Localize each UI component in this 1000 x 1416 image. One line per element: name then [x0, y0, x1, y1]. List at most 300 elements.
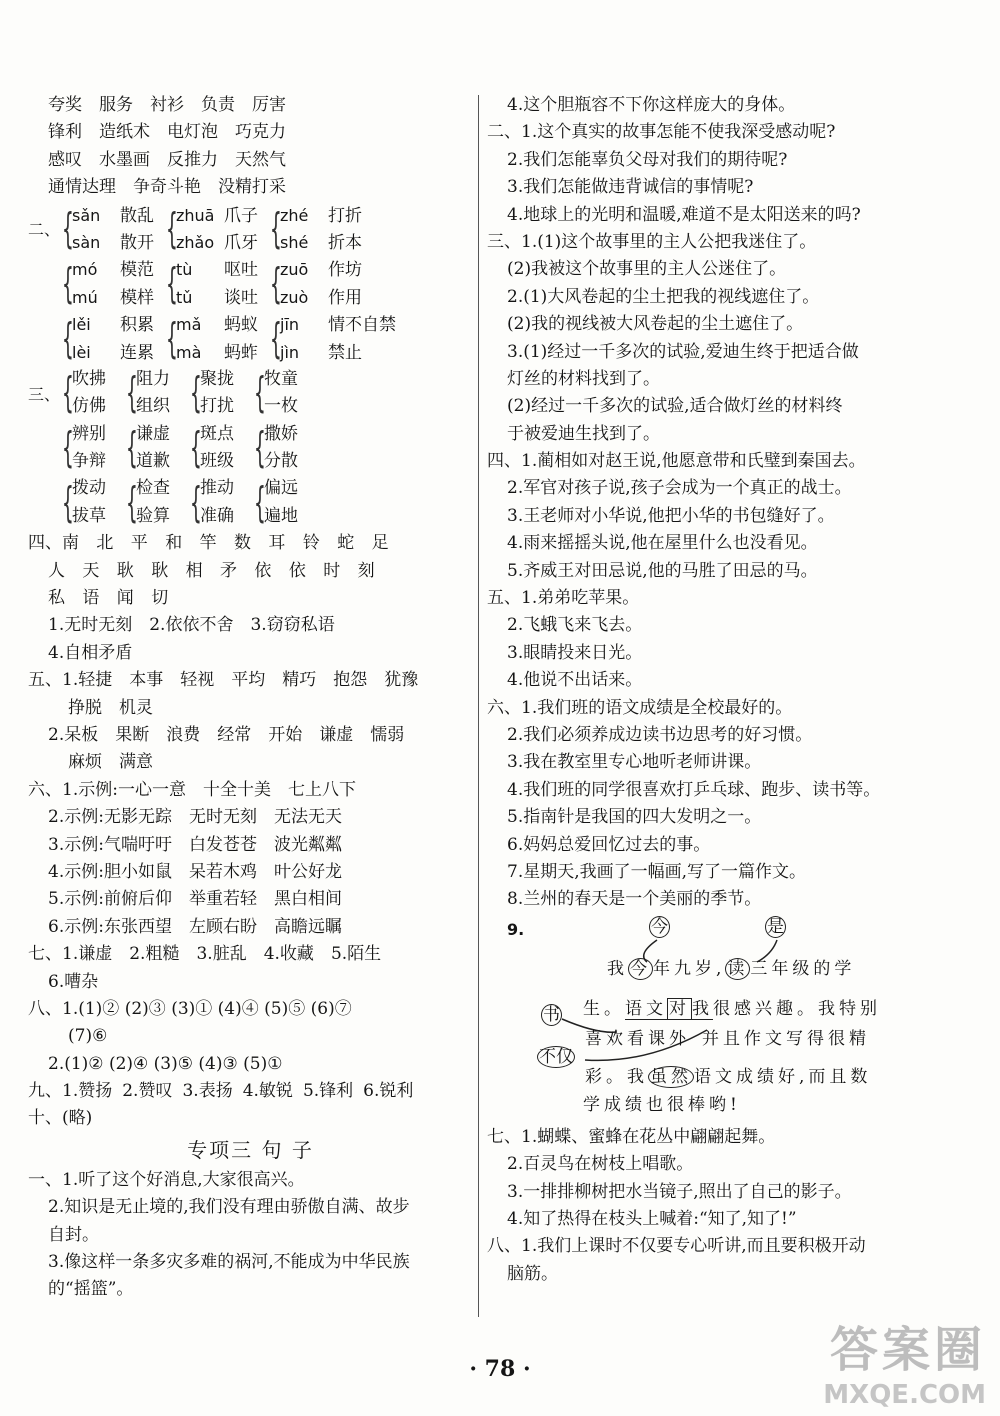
word-pair — [122, 475, 170, 530]
sentence: (2)我的视线被大风卷起的尘土遮住了。 — [507, 314, 804, 335]
word: 模范 — [120, 260, 154, 281]
word: 爪牙 — [224, 232, 258, 253]
correction-circle: 是 — [767, 916, 784, 937]
left-column — [28, 92, 473, 1304]
sentence-row — [487, 92, 967, 119]
brace: { — [189, 477, 202, 527]
sentence: 7.星期天,我画了一幅画,写了一篇作文。 — [507, 861, 807, 882]
sentence-row — [487, 530, 967, 557]
sentence: (2)经过一千多次的试验,适合做灯丝的材料终 — [507, 396, 843, 417]
word-pair — [122, 421, 170, 476]
pinyin: lěi — [72, 315, 91, 335]
word: 1.赞扬 — [62, 1081, 113, 1102]
word: 水墨画 — [99, 149, 150, 170]
word-row — [72, 393, 106, 420]
word-row — [264, 475, 298, 502]
word: 4.收藏 — [263, 944, 314, 965]
word: 打扰 — [200, 396, 234, 417]
sentence: 脑筋。 — [507, 1263, 558, 1284]
sentence-row — [487, 886, 967, 913]
word-row — [264, 503, 298, 530]
word-pair-box — [264, 475, 298, 530]
word-row — [28, 174, 473, 201]
section-7-row — [28, 969, 473, 996]
word: 斑点 — [200, 423, 234, 444]
sentence-row — [487, 1233, 967, 1260]
pinyin-group — [28, 256, 473, 311]
word-row — [72, 503, 106, 530]
sentence-row — [487, 311, 967, 338]
word: 果断 — [115, 724, 150, 745]
word: 经常 — [217, 724, 252, 745]
pinyin-row — [176, 339, 258, 366]
word: 推动 — [200, 478, 234, 499]
word: 蚂蚱 — [224, 342, 258, 363]
correction-circle: 不仅 — [539, 1046, 573, 1067]
word: 模样 — [120, 287, 154, 308]
correction-box: 对 — [669, 998, 690, 1019]
word-pair-box — [136, 475, 170, 530]
sentence-row — [487, 119, 967, 146]
section-label: 三、 — [28, 384, 61, 404]
word: 作用 — [328, 287, 362, 308]
word: 1.轻捷 — [62, 670, 113, 691]
section-9-row — [28, 1078, 473, 1105]
sentence-row — [487, 832, 967, 859]
idiom: 1.示例:一心一意 — [62, 779, 186, 800]
sentence-row — [487, 1151, 967, 1178]
word: 拨动 — [72, 478, 106, 499]
pinyin-pair-box — [280, 311, 396, 366]
correction-diagram — [487, 914, 967, 1115]
section-6-row — [28, 914, 473, 941]
word-row — [72, 475, 106, 502]
section-label: 八、 — [28, 998, 62, 1019]
pinyin-pair-box — [176, 202, 258, 257]
section-4-row — [28, 530, 473, 557]
watermark-logo-text: 答案圈 — [829, 1322, 986, 1378]
pinyin: mó — [72, 260, 98, 280]
word-row — [200, 421, 234, 448]
word-row — [28, 92, 473, 119]
brace: { — [125, 423, 138, 473]
word-pair-box — [264, 366, 298, 421]
sentence: 5.齐威王对田忌说,他的马胜了田忌的马。 — [507, 560, 818, 581]
pinyin-pair-box — [72, 311, 154, 366]
word-pair — [58, 475, 106, 530]
brace: { — [269, 313, 282, 363]
word-pair-box — [72, 366, 106, 421]
word: 检查 — [136, 478, 170, 499]
correction-circle: 读 — [727, 958, 749, 979]
sentence-row — [28, 1167, 473, 1194]
pinyin: mǎ — [176, 315, 202, 335]
idiom: 左顾右盼 — [188, 916, 257, 937]
word-row — [72, 421, 106, 448]
sentence-row — [487, 174, 967, 201]
section-label: 二、 — [28, 220, 61, 240]
brace: { — [269, 203, 282, 253]
sentence-row — [28, 1222, 473, 1249]
correction-circle: 书 — [543, 1004, 560, 1025]
pinyin: jìn — [280, 342, 300, 362]
word-row — [200, 503, 234, 530]
word: 准确 — [200, 505, 234, 526]
word-row — [72, 366, 106, 393]
sentence-row — [487, 667, 967, 694]
pinyin-row — [72, 229, 154, 256]
sentence: 3.眼睛投来日光。 — [507, 642, 643, 663]
pinyin: sàn — [72, 232, 101, 252]
section-6-row — [28, 859, 473, 886]
word: 夸奖 — [48, 95, 82, 115]
word-pair — [250, 366, 298, 421]
sentence-row — [487, 256, 967, 283]
sentence-row — [487, 503, 967, 530]
idiom: 高瞻远瞩 — [273, 916, 342, 937]
section-10-row — [28, 1105, 473, 1132]
word: 争奇斗艳 — [133, 177, 201, 198]
pinyin-pair-box — [280, 202, 362, 257]
pinyin-row — [72, 339, 154, 366]
word: 4.敏锐 — [242, 1081, 293, 1102]
word: 造纸术 — [99, 122, 150, 143]
word-pair-box — [200, 366, 234, 421]
word: 聚拢 — [200, 368, 234, 389]
pinyin-pair — [162, 202, 258, 257]
word-pair — [186, 421, 234, 476]
essay-line — [583, 994, 881, 1019]
answer: 2.(1)② (2)④ (3)⑤ (4)③ (5)① — [48, 1053, 283, 1074]
section-label: 四、 — [28, 533, 62, 554]
sentence: 2.我们必须养成边读书边思考的好习惯。 — [507, 724, 813, 745]
pinyin-pair — [266, 256, 362, 311]
section-label: 九、 — [28, 1081, 62, 1102]
pinyin-row — [72, 311, 154, 338]
word: 机灵 — [119, 697, 153, 718]
correction-underline: 语文 — [625, 998, 667, 1019]
sentence-row — [487, 749, 967, 776]
word: 争辩 — [72, 451, 106, 472]
correction-circle: 今 — [630, 958, 651, 979]
sentence-row — [487, 147, 967, 174]
sentence: 4.他说不出话来。 — [507, 670, 643, 691]
word: 仿佛 — [72, 396, 106, 417]
sentence: 1.听了这个好消息,大家很高兴。 — [62, 1169, 305, 1190]
pinyin-row — [72, 202, 154, 229]
idiom: 七上八下 — [287, 779, 356, 800]
word: 谦虚 — [136, 423, 170, 444]
watermark-url: MXQE.COM — [823, 1380, 986, 1410]
brace: { — [165, 258, 178, 308]
brace: { — [189, 368, 202, 418]
section-label: 六、 — [28, 779, 62, 800]
section-6-row — [28, 886, 473, 913]
sentence-row — [487, 695, 967, 722]
essay-text: 很感兴趣。我特别 — [713, 998, 881, 1019]
brace: { — [125, 368, 138, 418]
word: 2.呆板 — [48, 724, 99, 745]
answer: 十、(略) — [28, 1108, 93, 1129]
idiom: 黑白相间 — [273, 889, 342, 910]
section-label: 五、 — [28, 670, 62, 691]
sentence-row — [487, 558, 967, 585]
sentence-row — [487, 229, 967, 256]
sentence-row — [487, 640, 967, 667]
sentence-row — [487, 475, 967, 502]
section-4-row — [28, 558, 473, 585]
essay-text: 年九岁, — [653, 958, 726, 979]
essay-text: 并且作文写得很精 — [702, 1028, 870, 1049]
pinyin: zuò — [280, 287, 309, 307]
word: 本事 — [129, 670, 164, 691]
section-5-row — [28, 722, 473, 749]
word-row — [28, 119, 473, 146]
word-row — [200, 475, 234, 502]
essay-text: 学成绩也很棒哟! — [583, 1094, 741, 1115]
word: 满意 — [119, 752, 153, 773]
sentence: (2)我被这个故事里的主人公迷住了。 — [507, 259, 787, 280]
word-row — [200, 393, 234, 420]
pinyin-row — [280, 284, 362, 311]
sentence: 6.妈妈总爱回忆过去的事。 — [507, 834, 711, 855]
word: 6.嘈杂 — [48, 971, 99, 992]
essay-line — [585, 1062, 871, 1088]
sentence: 五、1.弟弟吃苹果。 — [487, 588, 640, 609]
pinyin: zuō — [280, 260, 309, 280]
sentence-row — [28, 1276, 473, 1303]
sentence: 2.军官对孩子说,孩子会成为一个真正的战士。 — [507, 478, 852, 499]
sentence: 1.蝴蝶、蜜蜂在花丛中翩翩起舞。 — [521, 1126, 776, 1147]
section-6-row — [28, 832, 473, 859]
page-number: · 78 · — [469, 1356, 531, 1382]
pinyin-pair-box — [176, 311, 258, 366]
word-row — [136, 366, 170, 393]
sentence-row — [487, 1206, 967, 1233]
sentence-row — [487, 1261, 967, 1288]
pinyin-pair — [58, 202, 154, 257]
word: 呕吐 — [224, 260, 258, 281]
watermark — [823, 1311, 986, 1410]
sentence: 六、1.我们班的语文成绩是全校最好的。 — [487, 697, 793, 718]
word: 谈吐 — [224, 287, 258, 308]
word-pair-box — [200, 421, 234, 476]
word: 情不自禁 — [328, 315, 396, 336]
essay-text: 三年级的学 — [750, 958, 856, 979]
word-row — [264, 421, 298, 448]
right-column — [487, 92, 967, 1288]
word: 负责 — [201, 95, 235, 115]
word: 爪子 — [224, 205, 258, 226]
char-row: 南 北 平 和 竿 数 耳 铃 蛇 足 — [62, 533, 395, 554]
word: 没精打采 — [218, 177, 286, 198]
word-pair-box — [72, 421, 106, 476]
pinyin-row — [176, 256, 258, 283]
char-row: 私 语 闻 切 — [48, 588, 175, 609]
answer: 2.依依不舍 — [149, 615, 234, 636]
word: 巧克力 — [235, 122, 286, 143]
word-row — [72, 448, 106, 475]
pinyin-pair — [58, 256, 154, 311]
word: 连累 — [120, 342, 154, 363]
pinyin-group — [28, 311, 473, 366]
sentence: 灯丝的材料找到了。 — [507, 368, 660, 389]
answer: 1.无时无刻 — [48, 615, 133, 636]
pinyin-pair-box — [280, 256, 362, 311]
pinyin-pair — [162, 256, 258, 311]
pinyin-group — [28, 202, 473, 257]
word: 班级 — [200, 451, 234, 472]
sentence: 3.我在教室里专心地听老师讲课。 — [507, 752, 762, 773]
essay-text: 我 — [607, 958, 628, 979]
section-8-row — [28, 1051, 473, 1078]
idiom: 举重若轻 — [188, 889, 257, 910]
idiom: 5.示例:前俯后仰 — [48, 889, 172, 910]
word: 验算 — [136, 505, 170, 526]
word: 蚂蚁 — [224, 315, 258, 336]
pinyin-row — [176, 202, 258, 229]
pinyin-pair-box — [176, 256, 258, 311]
word: 道歉 — [136, 451, 170, 472]
sentence: 自封。 — [48, 1224, 99, 1245]
sentence: 于被爱迪生找到了。 — [507, 423, 660, 444]
section-8-row — [28, 996, 473, 1023]
word-row — [200, 448, 234, 475]
pinyin-pair-box — [72, 202, 154, 257]
sentence: 1.我们上课时不仅要专心听讲,而且要积极开动 — [521, 1236, 866, 1257]
word-row — [264, 393, 298, 420]
sentence-row — [487, 612, 967, 639]
idiom: 无法无天 — [273, 807, 342, 828]
word-pair — [122, 366, 170, 421]
brace: { — [61, 203, 74, 253]
sentence: 2.(1)大风卷起的尘土把我的视线遮住了。 — [507, 286, 820, 307]
word: 抱怨 — [333, 670, 368, 691]
word: 一枚 — [264, 396, 298, 417]
word: 谦虚 — [319, 724, 354, 745]
section-6-row — [28, 804, 473, 831]
sentence-row — [487, 1124, 967, 1151]
word: 5.陌生 — [330, 944, 382, 965]
section-label: 一、 — [28, 1169, 62, 1190]
word-row — [136, 503, 170, 530]
word: 浪费 — [166, 724, 201, 745]
word: 服务 — [99, 95, 133, 115]
word: 衬衫 — [150, 95, 184, 115]
sentence: 3.像这样一条多灾多难的祸河,不能成为中华民族 — [48, 1252, 410, 1273]
sentence-row — [28, 1194, 473, 1221]
brace: { — [253, 368, 266, 418]
word: 吹拂 — [72, 368, 106, 389]
pinyin-pair-box — [72, 256, 154, 311]
idiom: 6.示例:东张西望 — [48, 916, 172, 937]
pinyin: zhǎo — [176, 232, 215, 252]
word: 开始 — [268, 724, 303, 745]
word: 打折 — [328, 205, 362, 226]
word: 撒娇 — [264, 423, 298, 444]
pinyin-row — [280, 311, 396, 338]
sentence: 三、1.(1)这个故事里的主人公把我迷住了。 — [487, 231, 817, 252]
correction-underline: 我 — [692, 998, 713, 1019]
sentence-row — [487, 366, 967, 393]
pinyin-row — [280, 202, 362, 229]
section-label: 七、 — [28, 944, 62, 965]
sentence: 3.王老师对小华说,他把小华的书包缝好了。 — [507, 505, 835, 526]
word: 2.赞叹 — [122, 1081, 173, 1102]
pinyin-row — [72, 284, 154, 311]
pinyin: mú — [72, 287, 98, 307]
word: 折本 — [328, 232, 362, 253]
brace: { — [61, 368, 74, 418]
word-pair-box — [264, 421, 298, 476]
sentence: 3.我们怎能做违背诚信的事情呢? — [507, 177, 754, 198]
pinyin: lèi — [72, 342, 91, 362]
sentence: 3.(1)经过一千多次的试验,爱迪生终于把适合做 — [507, 341, 859, 362]
word: 2.粗糙 — [129, 944, 180, 965]
word-pair-box — [72, 475, 106, 530]
sentence-row — [487, 393, 967, 420]
word: 偏远 — [264, 478, 298, 499]
idiom: 无时无刻 — [188, 807, 257, 828]
word: 精巧 — [282, 670, 317, 691]
section-6-row — [28, 777, 473, 804]
word: 散开 — [120, 232, 154, 253]
sentence: 二、1.这个真实的故事怎能不使我深受感动呢? — [487, 122, 836, 143]
sentence-row — [487, 585, 967, 612]
sentence-row — [487, 448, 967, 475]
sentence: 2.知识是无止境的,我们没有理由骄傲自满、故步 — [48, 1197, 410, 1218]
word-pair — [58, 366, 106, 421]
word: 组织 — [136, 396, 170, 417]
sentence: 8.兰州的春天是一个美丽的季节。 — [507, 889, 762, 910]
word-pair — [250, 475, 298, 530]
word-row — [136, 448, 170, 475]
word: 通情达理 — [48, 177, 116, 198]
sentence-row — [487, 421, 967, 448]
section-4-items — [28, 612, 473, 639]
brace: { — [189, 423, 202, 473]
sentence-row — [487, 339, 967, 366]
sentence: 的“摇篮”。 — [48, 1279, 134, 1300]
pinyin-row — [280, 256, 362, 283]
word-pair — [250, 421, 298, 476]
answer: 3.窃窃私语 — [250, 615, 335, 636]
section-5-row — [28, 695, 473, 722]
pinyin-pair — [58, 311, 154, 366]
word: 遍地 — [264, 505, 298, 526]
word-row — [264, 448, 298, 475]
sentence: 4.知了热得在枝头上喊着:“知了,知了!” — [507, 1208, 797, 1229]
pinyin-row — [72, 256, 154, 283]
pinyin: zhé — [280, 205, 309, 225]
sentence-row — [487, 284, 967, 311]
pinyin: zhuā — [176, 205, 215, 225]
sentence-row — [487, 804, 967, 831]
sentence-row — [28, 1249, 473, 1276]
section-7-row — [28, 941, 473, 968]
word: 天然气 — [235, 149, 286, 170]
word-pair-group — [28, 421, 473, 476]
word: 反推力 — [167, 149, 218, 170]
word: 懦弱 — [370, 724, 405, 745]
idiom: 白发苍苍 — [188, 834, 257, 855]
word: 挣脱 — [68, 697, 102, 718]
pinyin: shé — [280, 232, 309, 252]
pinyin-row — [280, 339, 396, 366]
word-row — [136, 393, 170, 420]
correction-circle: 今 — [651, 916, 668, 937]
item-number: 9. — [507, 919, 525, 939]
